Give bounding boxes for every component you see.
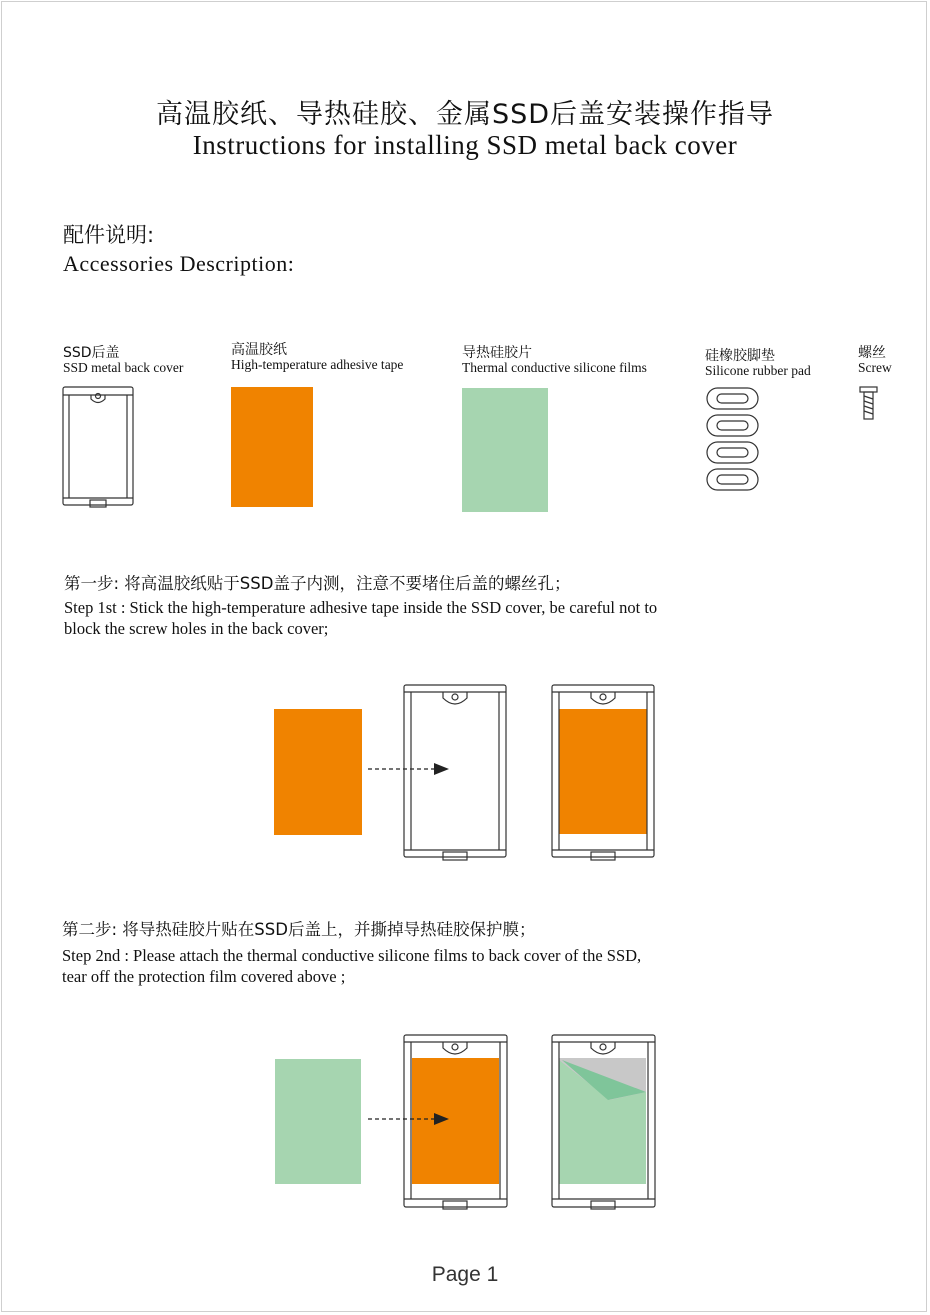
accessory-label-cn-back-cover: SSD后盖 xyxy=(63,345,120,361)
accessory-label-cn-film: 导热硅胶片 xyxy=(462,345,532,361)
step2-cover-with-film xyxy=(552,1035,655,1209)
step2-cover-with-tape xyxy=(404,1035,507,1209)
step2-chinese: 第二步: 将导热硅胶片贴在SSD后盖上，并撕掉导热硅胶保护膜； xyxy=(62,920,536,939)
accessory-label-en-film: Thermal conductive silicone films xyxy=(462,360,647,375)
accessories-heading-chinese: 配件说明: xyxy=(63,223,155,247)
accessories-heading-english: Accessories Description: xyxy=(63,251,295,276)
accessory-label-en-back-cover: SSD metal back cover xyxy=(63,360,184,375)
accessory-label-en-tape: High-temperature adhesive tape xyxy=(231,357,404,372)
accessory-label-cn-rubber-pad: 硅橡胶脚垫 xyxy=(705,348,775,364)
step2-english-line1: Step 2nd : Please attach the thermal conductive silicone films to back cover of the SSD, xyxy=(62,946,642,965)
step1-english-line2: block the screw holes in the back cover; xyxy=(64,619,329,638)
title-chinese: 高温胶纸、导热硅胶、金属SSD后盖安装操作指导 xyxy=(155,99,775,130)
page-number: Page 1 xyxy=(431,1263,499,1286)
step2-film xyxy=(275,1059,361,1184)
step1-english-line1: Step 1st : Stick the high-temperature adhesive tape inside the SSD cover, be careful not to xyxy=(64,598,658,617)
step1-chinese: 第一步: 将高温胶纸贴于SSD盖子内测，注意不要堵住后盖的螺丝孔； xyxy=(64,574,571,593)
accessory-label-en-screw: Screw xyxy=(858,360,892,375)
step2-english-line2: tear off the protection film covered above ; xyxy=(62,967,346,986)
accessory-label-en-rubber-pad: Silicone rubber pad xyxy=(705,363,811,378)
title-english: Instructions for installing SSD metal back cover xyxy=(192,130,738,160)
accessory-label-cn-tape: 高温胶纸 xyxy=(231,342,287,358)
accessory-label-cn-screw: 螺丝 xyxy=(858,345,886,361)
